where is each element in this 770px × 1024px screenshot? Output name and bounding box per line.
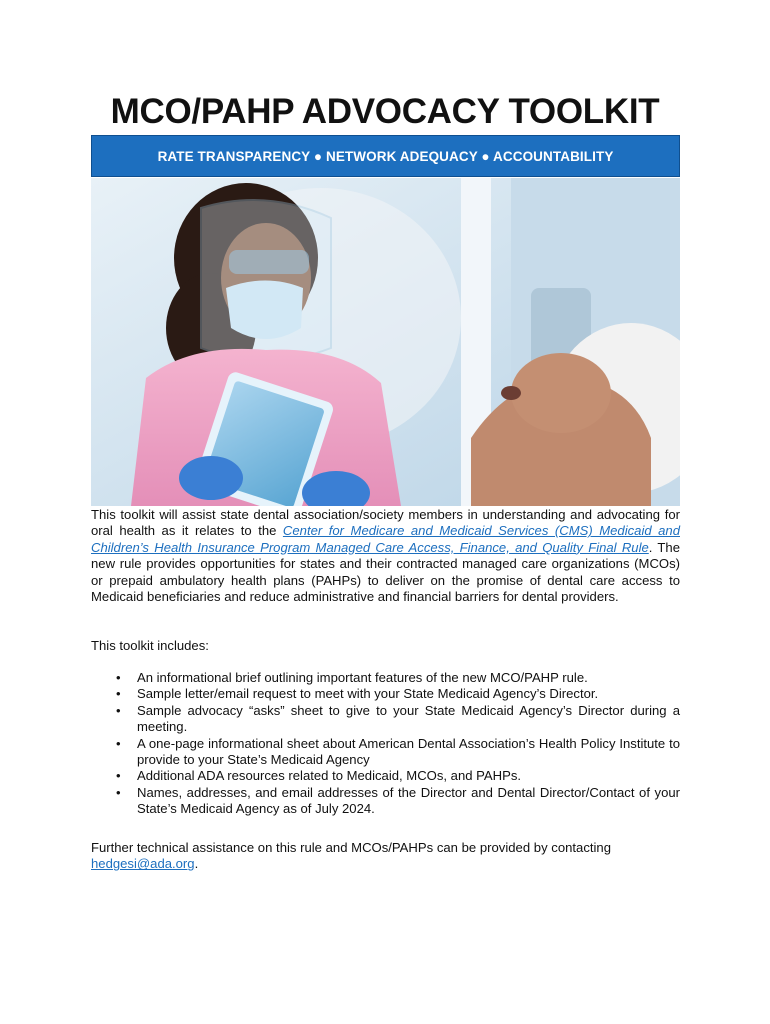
page-title: MCO/PAHP ADVOCACY TOOLKIT [110, 92, 660, 131]
list-item: • A one-page informational sheet about American Dental Association’s Health Policy Institute to provide to your State’s Medicaid Agency [91, 736, 680, 769]
list-item: • Sample letter/email request to meet with your State Medicaid Agency’s Director. [91, 686, 680, 702]
dentist-patient-image [91, 178, 680, 506]
cms-rule-link[interactable]: Center for Medicare and Medicaid Services (CMS) Medicaid and Children’s Health Insurance Program Managed Care Access, Finance, and Quality Final Rule [91, 523, 680, 555]
list-item: • Names, addresses, and email addresses of the Director and Dental Director/Contact of your State’s Medicaid Agency as of July 2024. [91, 785, 680, 818]
intro-text-after-link: . The new rule provides opportunities for states and their contracted managed care organizations (MCOs) or prepaid ambulatory health plans (PAHPs) to deliver on the promise of dental care access to Medicaid beneficiaries and reduce administrative and financial barriers for dental providers. [91, 539, 680, 605]
contact-note [91, 840, 611, 873]
hero-photo [91, 178, 680, 506]
list-item: • Sample advocacy “asks” sheet to give to your State Medicaid Agency’s Director during a meeting. [91, 703, 680, 736]
list-item: • Additional ADA resources related to Medicaid, MCOs, and PAHPs. [91, 768, 680, 784]
intro-paragraph [91, 507, 680, 605]
list-item: • An informational brief outlining important features of the new MCO/PAHP rule. [91, 670, 680, 686]
includes-list [91, 670, 680, 818]
contact-end: . [194, 856, 199, 872]
contact-text: Further technical assistance on this rule and MCOs/PAHPs can be provided by contacting [91, 840, 611, 855]
intro-text-before-link: This toolkit will assist state dental association/society members in understanding and advocating for oral health as it relates to the [91, 507, 680, 539]
banner: RATE TRANSPARENCY ● NETWORK ADEQUACY ● ACCOUNTABILITY [91, 135, 680, 177]
email-link[interactable]: hedgesi@ada.org [91, 856, 195, 872]
includes-heading: This toolkit includes: [91, 638, 209, 653]
